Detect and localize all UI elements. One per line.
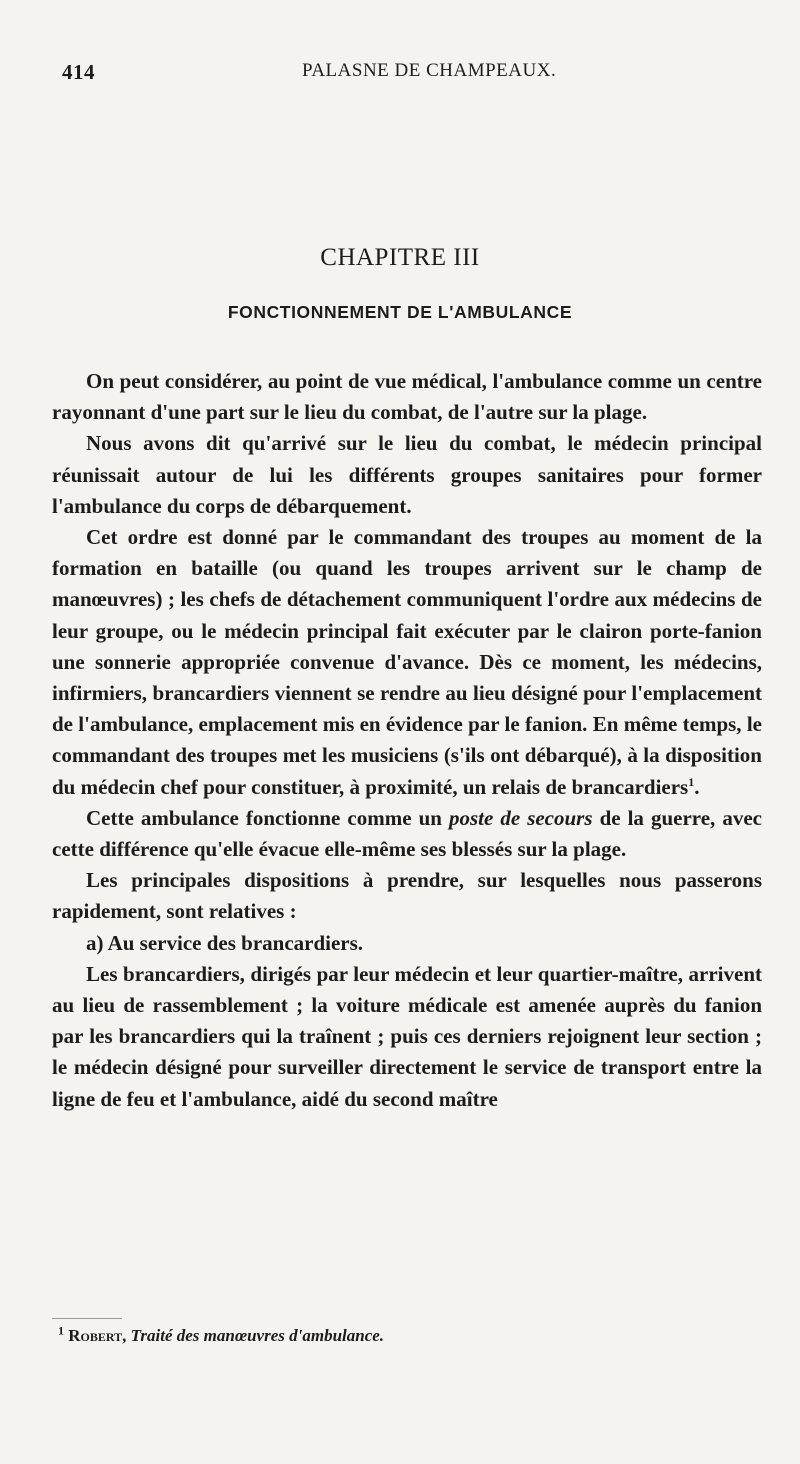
chapter-subtitle: FONCTIONNEMENT DE L'AMBULANCE	[227, 302, 573, 322]
paragraph-6: a) Au service des brancardiers.	[86, 930, 364, 955]
paragraph-4-end: de la guerre, avec cette différence qu'elle évacue elle-même ses blessés sur la plage.	[52, 805, 762, 862]
chapter-title: CHAPITRE III	[320, 244, 480, 271]
emphasized-term: poste de secours	[448, 805, 593, 830]
footnote-author: Robert,	[68, 1326, 127, 1345]
paragraph-5: Les principales dispositions à prendre, sur lesquelles nous passerons rapidement, sont relatives :	[52, 868, 762, 924]
paragraph-4-start: Cette ambulance fonctionne comme un	[86, 805, 449, 830]
paragraph-3-end: .	[694, 774, 700, 799]
page-number: 414	[62, 60, 95, 84]
paragraph-3-text: Cet ordre est donné par le commandant des troupes au moment de la formation en bataille (ou quand les troupes arrivent sur le champ de manœuvres) ; les chefs de détachement communiquent l'ordre aux médecins de leur groupe, ou le médecin principal fait exécuter par le clairon porte-fanion une sonnerie appropriée convenue d'avance. Dès ce moment, les médecins, infirmiers, brancardiers viennent se rendre au lieu désigné pour l'emplacement de l'ambulance, emplacement mis en évidence par le fanion. En même temps, le commandant des troupes met les musiciens (s'ils ont débarqué), à la disposition du médecin chef pour constituer, à proximité, un relais de brancardiers	[52, 525, 762, 799]
body-text	[52, 366, 762, 1115]
paragraph-1: On peut considérer, au point de vue médical, l'ambulance comme un centre rayonnant d'une part sur le lieu du combat, de l'autre sur la plage.	[52, 369, 762, 425]
footnote	[58, 1323, 758, 1346]
footnote-work: Traité des manœuvres d'ambulance.	[130, 1326, 385, 1345]
footnote-mark: 1	[58, 1323, 64, 1338]
running-title: PALASNE DE CHAMPEAUX.	[302, 60, 557, 81]
paragraph-2: Nous avons dit qu'arrivé sur le lieu du combat, le médecin principal réunissait autour de lui les différents groupes sanitaires pour former l'ambulance du corps de débarquement.	[52, 431, 762, 518]
paragraph-3	[52, 522, 762, 803]
paragraph-4	[52, 803, 762, 865]
page-header	[62, 60, 762, 90]
paragraph-7: Les brancardiers, dirigés par leur médecin et leur quartier-maître, arrivent au lieu de rassemblement ; la voiture médicale est amenée auprès du fanion par les brancardiers qui la traînent ; puis ces derniers rejoignent leur section ; le médecin désigné pour surveiller directement le service de transport entre la ligne de feu et l'ambulance, aidé du second maître	[52, 961, 762, 1111]
footnote-reference: 1	[688, 774, 695, 789]
footnote-divider	[52, 1318, 122, 1319]
